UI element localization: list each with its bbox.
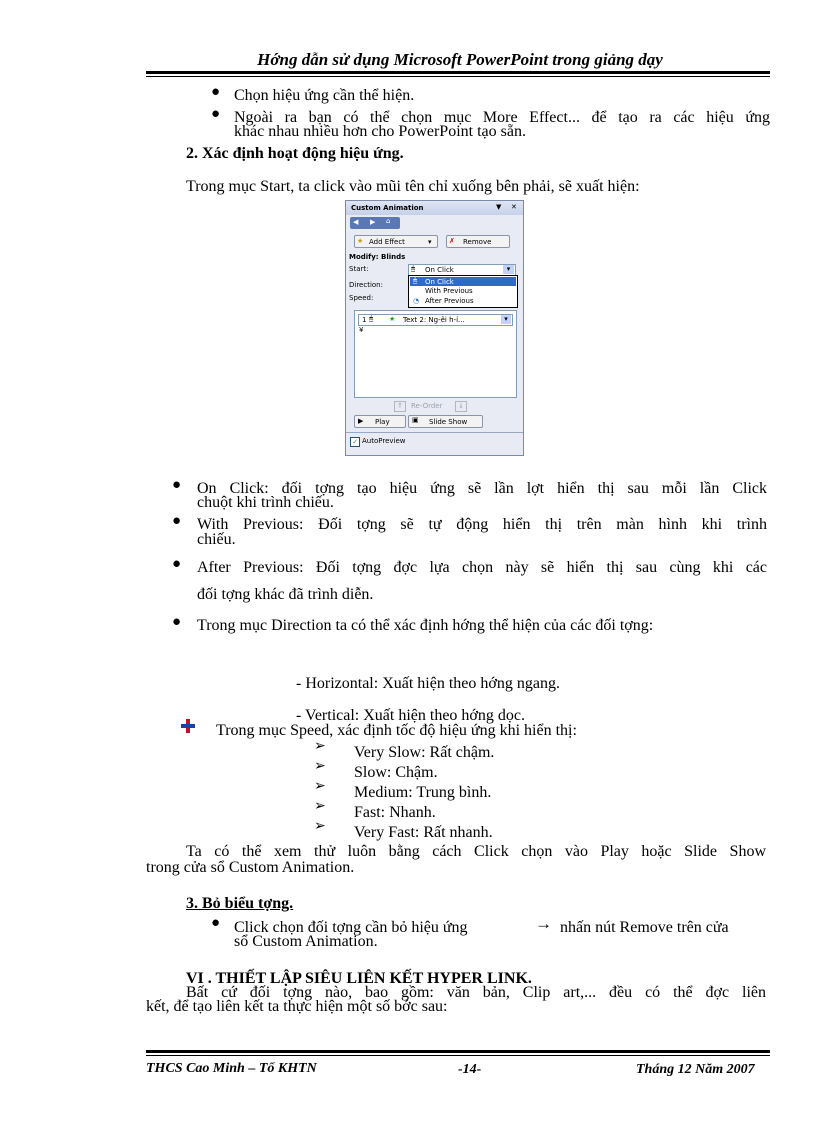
animation-list-item[interactable]: [358, 314, 513, 326]
plus-bullet-icon: [181, 719, 195, 733]
page-header-title: Hớng dẫn sử dụng Microsoft PowerPoint trong giảng dạy: [257, 50, 663, 69]
start-label: Start:: [349, 265, 369, 273]
mouse-icon: 🖱: [411, 265, 416, 273]
bullet-dot: ●: [211, 84, 221, 100]
list-item-text: Text 2: Ng-êi h-í...: [403, 316, 465, 324]
preview-line-2: trong cửa sổ Custom Animation.: [146, 859, 355, 876]
arrow-right-icon: →: [535, 914, 552, 933]
reorder-controls: [394, 401, 474, 411]
option-on-click[interactable]: [410, 277, 516, 286]
direction-intro: Trong mục Direction ta có thể xác định hớng thể hiện của các đối tợng:: [197, 617, 654, 634]
bullet-dot: ●: [211, 915, 221, 931]
with-previous-line-1: With Previous: Đối tợng sẽ tự động hiển thị trên màn hình khi trình: [197, 516, 767, 533]
arrow-bullet-icon: ➢: [314, 819, 326, 834]
intro-bullet-1: Chọn hiệu ứng cần thể hiện.: [234, 87, 415, 104]
section-3-line-1a: Click chọn đối tợng cần bỏ hiệu ứng: [234, 919, 468, 936]
clock-icon: ◔: [413, 297, 420, 305]
section-6-line-1: Bất cứ đối tợng nào, bao gồm: văn bản, Clip art,... đều có thể đợc liên: [186, 984, 766, 1001]
on-click-line-2: chuột khi trình chiếu.: [197, 494, 334, 511]
footer-page-number: -14-: [458, 1062, 482, 1077]
animation-list[interactable]: [354, 310, 517, 398]
intro-bullet-2-cont: khác nhau nhiều hơn cho PowerPoint tạo sẵn.: [234, 123, 526, 140]
remove-button[interactable]: [446, 235, 510, 248]
bullet-dot: ●: [172, 614, 182, 630]
section-6-heading: VI . THIẾT LẬP SIÊU LIÊN KẾT HYPER LINK.: [186, 970, 532, 987]
remove-icon: ✗: [449, 237, 455, 245]
section-2-text: Trong mục Start, ta click vào mũi tên chỉ xuống bên phải, sẽ xuất hiện:: [186, 178, 640, 195]
footer-date: Tháng 12 Năm 2007: [636, 1062, 755, 1077]
option-label: After Previous: [425, 297, 474, 305]
chevron-down-icon[interactable]: ▾: [501, 315, 511, 324]
direction-label: Direction:: [349, 281, 383, 289]
on-click-line-1: On Click: đối tợng tạo hiệu ứng sẽ lần lợt hiển thị sau mỗi lần Click: [197, 480, 767, 497]
forward-icon[interactable]: ▶: [370, 218, 376, 226]
effect-star-icon: ★: [389, 315, 396, 323]
custom-animation-panel: [345, 200, 524, 456]
footer-rule: [146, 1050, 770, 1053]
play-label: Play: [375, 418, 390, 426]
panel-nav-buttons: [350, 217, 400, 229]
option-label: On Click: [425, 278, 454, 286]
bullet-dot: ●: [172, 513, 182, 529]
chevron-down-icon: ▾: [428, 238, 432, 246]
section-6-line-2: kết, để tạo liên kết ta thực hiện một số bớc sau:: [146, 998, 448, 1015]
speed-slow: Slow: Chậm.: [354, 764, 438, 781]
footer-rule-thin: [146, 1055, 770, 1056]
autopreview-label: AutoPreview: [362, 437, 406, 445]
star-icon: ★: [357, 237, 364, 245]
section-3-line-1b: nhấn nút Remove trên cửa: [560, 919, 729, 936]
move-down-icon[interactable]: ↓: [455, 401, 467, 412]
move-up-icon[interactable]: ↑: [394, 401, 406, 412]
chevron-down-icon[interactable]: ▾: [503, 265, 514, 274]
list-item-number: 1: [362, 316, 367, 324]
slide-show-label: Slide Show: [429, 418, 468, 426]
with-previous-line-2: chiếu.: [197, 531, 236, 548]
expand-icon[interactable]: ¥: [359, 326, 364, 334]
speed-intro: Trong mục Speed, xác định tốc độ hiệu ứng khi hiển thị:: [216, 722, 577, 739]
section-3-heading: 3. Bỏ biểu tợng.: [186, 895, 294, 912]
speed-fast: Fast: Nhanh.: [354, 804, 436, 821]
arrow-bullet-icon: ➢: [314, 739, 326, 754]
after-previous-line-2: đối tợng khác đã trình diễn.: [197, 586, 374, 603]
slide-show-button[interactable]: [408, 415, 483, 428]
direction-horizontal: - Horizontal: Xuất hiện theo hớng ngang.: [296, 675, 560, 692]
preview-line-1: Ta có thể xem thử luôn bằng cách Click chọn vào Play hoặc Slide Show: [186, 843, 766, 860]
speed-medium: Medium: Trung bình.: [354, 784, 492, 801]
bullet-dot: ●: [172, 556, 182, 572]
panel-title-bar: [346, 201, 523, 215]
after-previous-line-1: After Previous: Đối tợng đợc lựa chọn này sẽ hiển thị sau cùng khi các: [197, 559, 767, 576]
start-dropdown-list: [408, 275, 518, 308]
section-3-line-2: sổ Custom Animation.: [234, 933, 378, 950]
intro-bullet-2: Ngoài ra bạn có thể chọn mục More Effect... để tạo ra các hiệu ứng: [234, 109, 770, 126]
arrow-bullet-icon: ➢: [314, 779, 326, 794]
arrow-bullet-icon: ➢: [314, 799, 326, 814]
slideshow-icon: ▣: [412, 416, 419, 424]
panel-divider: [346, 432, 523, 433]
footer-school: THCS Cao Minh – Tổ KHTN: [146, 1061, 317, 1076]
play-icon: ▶: [358, 417, 364, 425]
mouse-icon: 🖱: [369, 315, 374, 323]
bullet-dot: ●: [211, 106, 221, 122]
section-2-heading: 2. Xác định hoạt động hiệu ứng.: [186, 145, 404, 162]
modify-label: Modify: Blinds: [349, 253, 406, 261]
header-rule-thin: [146, 76, 770, 77]
checkbox-check-icon: ✓: [350, 437, 360, 447]
option-label: With Previous: [425, 287, 473, 295]
direction-vertical: - Vertical: Xuất hiện theo hớng dọc.: [296, 707, 525, 724]
back-icon[interactable]: ◀: [353, 218, 359, 226]
bullet-dot: ●: [172, 477, 182, 493]
option-after-previous[interactable]: [410, 297, 516, 306]
home-icon[interactable]: ⌂: [386, 217, 391, 225]
speed-label: Speed:: [349, 294, 374, 302]
arrow-bullet-icon: ➢: [314, 759, 326, 774]
speed-very-fast: Very Fast: Rất nhanh.: [354, 824, 493, 841]
option-with-previous[interactable]: [410, 287, 516, 296]
play-button[interactable]: [354, 415, 406, 428]
remove-label: Remove: [463, 238, 492, 246]
reorder-label: Re-Order: [411, 402, 443, 410]
close-icon[interactable]: ✕: [511, 203, 517, 211]
add-effect-button[interactable]: [354, 235, 438, 248]
mouse-icon: 🖱: [413, 277, 418, 285]
start-value: On Click: [425, 266, 454, 274]
add-effect-label: Add Effect: [369, 238, 405, 246]
panel-title: Custom Animation: [351, 204, 424, 212]
panel-menu-icon[interactable]: ▼: [496, 203, 502, 211]
speed-very-slow: Very Slow: Rất chậm.: [354, 744, 495, 761]
header-rule: [146, 71, 770, 74]
